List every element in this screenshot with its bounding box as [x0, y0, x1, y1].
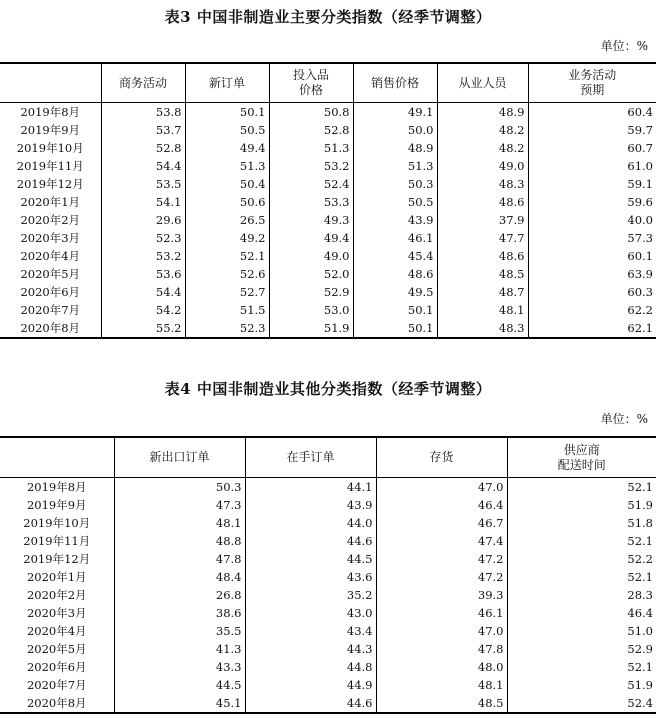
- table-cell: 48.3: [437, 319, 528, 338]
- table-cell: 52.4: [269, 175, 353, 193]
- table-cell: 50.8: [269, 103, 353, 122]
- table-cell: 44.9: [245, 676, 376, 694]
- table-cell: 46.1: [376, 604, 507, 622]
- table-cell: 43.9: [245, 496, 376, 514]
- table-cell: 48.4: [114, 568, 245, 586]
- table4-col-header: [376, 437, 507, 478]
- table3-body: [0, 103, 656, 339]
- table-cell: 43.6: [245, 568, 376, 586]
- table-cell: 48.6: [437, 193, 528, 211]
- table-cell: 35.2: [245, 586, 376, 604]
- table-row: [0, 157, 656, 175]
- table-cell: 60.4: [528, 103, 656, 122]
- table-cell: 46.4: [376, 496, 507, 514]
- table-cell: 52.1: [507, 478, 656, 497]
- table-cell: 52.9: [269, 283, 353, 301]
- table-cell: 47.0: [376, 622, 507, 640]
- row-month-label: 2020年8月: [0, 694, 114, 713]
- row-month-label: 2020年3月: [26, 606, 87, 620]
- table3-col-header-label: 销售价格: [370, 75, 419, 90]
- table-cell: 51.5: [185, 301, 269, 319]
- table-cell: 49.4: [269, 229, 353, 247]
- row-month-label: 2020年7月: [26, 678, 87, 692]
- table-cell: 52.1: [507, 658, 656, 676]
- table-cell: 48.6: [353, 265, 437, 283]
- table-cell: 55.2: [101, 319, 185, 338]
- table-cell: 44.5: [245, 550, 376, 568]
- table3-col-header: [185, 63, 269, 103]
- table-cell: 48.7: [437, 283, 528, 301]
- table-cell: 39.3: [376, 586, 507, 604]
- table-cell: 51.9: [269, 319, 353, 338]
- table3-col-header: [269, 63, 353, 103]
- table3-col-header: [0, 63, 101, 103]
- table3-header-row: [0, 63, 656, 103]
- table3-col-header: [528, 63, 656, 103]
- table-row: [0, 676, 656, 694]
- row-month-label: 2019年9月: [20, 123, 81, 137]
- table-cell: 50.3: [114, 478, 245, 497]
- row-month-label: 2020年5月: [26, 642, 87, 656]
- table-cell: 52.1: [507, 532, 656, 550]
- table-cell: 44.5: [114, 676, 245, 694]
- row-month-label: 2019年12月: [23, 552, 91, 566]
- table-cell: 49.1: [353, 103, 437, 122]
- table-cell: 48.1: [114, 514, 245, 532]
- table-cell: 54.2: [101, 301, 185, 319]
- row-month-label: 2020年1月: [20, 195, 81, 209]
- table3-col-header-label: 新订单: [208, 75, 245, 90]
- table4-col-header: [114, 437, 245, 478]
- row-month-label: 2019年12月: [16, 177, 84, 191]
- table-cell: 50.5: [185, 121, 269, 139]
- table-cell: 60.3: [528, 283, 656, 301]
- table-cell: 53.7: [101, 121, 185, 139]
- table-cell: 52.8: [269, 121, 353, 139]
- table-cell: 47.3: [114, 496, 245, 514]
- table3-col-header-label: 从业人员: [458, 75, 507, 90]
- table-cell: 59.7: [528, 121, 656, 139]
- table-row: [0, 265, 656, 283]
- table-cell: 47.0: [376, 478, 507, 497]
- table-cell: 57.3: [528, 229, 656, 247]
- row-month-label: 2019年11月: [16, 159, 84, 173]
- table-cell: 50.0: [353, 121, 437, 139]
- table3-col-header: [353, 63, 437, 103]
- table-cell: 48.1: [437, 301, 528, 319]
- table-cell: 47.7: [437, 229, 528, 247]
- table-row: [0, 247, 656, 265]
- row-month-label: 2019年9月: [26, 498, 87, 512]
- table-row: [0, 175, 656, 193]
- table3-col-header: [101, 63, 185, 103]
- table4-other-indices: [0, 436, 656, 714]
- table-cell: 48.6: [437, 247, 528, 265]
- row-month-label: 2020年2月: [20, 213, 81, 227]
- table-cell: 45.1: [114, 694, 245, 713]
- table-cell: 49.0: [269, 247, 353, 265]
- table-row: [0, 694, 656, 713]
- table-cell: 60.7: [528, 139, 656, 157]
- table-cell: 37.9: [437, 211, 528, 229]
- table-cell: 60.1: [528, 247, 656, 265]
- table-row: [0, 604, 656, 622]
- table3-unit-label: 单位：%: [600, 39, 648, 53]
- table-row: [0, 514, 656, 532]
- table-cell: 48.3: [437, 175, 528, 193]
- table-cell: 49.2: [185, 229, 269, 247]
- table-cell: 48.9: [437, 103, 528, 122]
- table-row: [0, 121, 656, 139]
- row-month-label: 2020年6月: [26, 660, 87, 674]
- table-cell: 52.1: [507, 568, 656, 586]
- table4-body: [0, 478, 656, 714]
- table4-col-header: [0, 437, 114, 478]
- table-cell: 43.9: [353, 211, 437, 229]
- table-cell: 52.3: [101, 229, 185, 247]
- table-cell: 44.3: [245, 640, 376, 658]
- row-month-label: 2020年6月: [20, 285, 81, 299]
- table-cell: 29.6: [101, 211, 185, 229]
- table-cell: 52.9: [507, 640, 656, 658]
- table-row: [0, 586, 656, 604]
- table-cell: 47.4: [376, 532, 507, 550]
- table-cell: 47.8: [376, 640, 507, 658]
- table-cell: 48.9: [353, 139, 437, 157]
- table-cell: 47.8: [114, 550, 245, 568]
- table3-title: 表3 中国非制造业主要分类指数（经季节调整）: [164, 8, 492, 26]
- table-row: [0, 478, 656, 497]
- table-cell: 59.1: [528, 175, 656, 193]
- table-cell: 43.4: [245, 622, 376, 640]
- table-cell: 48.1: [376, 676, 507, 694]
- table-cell: 52.4: [507, 694, 656, 713]
- table-cell: 50.1: [185, 103, 269, 122]
- table-cell: 52.7: [185, 283, 269, 301]
- table-cell: 51.3: [269, 139, 353, 157]
- table-cell: 50.6: [185, 193, 269, 211]
- table3-main-indices: [0, 62, 656, 339]
- table4-header: [0, 437, 656, 478]
- table-row: [0, 301, 656, 319]
- row-month-label: 2019年10月: [16, 141, 84, 155]
- table4-title: 表4 中国非制造业其他分类指数（经季节调整）: [164, 380, 492, 398]
- row-month-label: 2020年5月: [20, 267, 81, 281]
- table-cell: 46.4: [507, 604, 656, 622]
- table-cell: 49.4: [185, 139, 269, 157]
- row-month-label: 2019年10月: [23, 516, 91, 530]
- table-cell: 52.3: [185, 319, 269, 338]
- table-cell: 53.3: [269, 193, 353, 211]
- table-cell: 47.2: [376, 568, 507, 586]
- table-cell: 41.3: [114, 640, 245, 658]
- table-cell: 44.0: [245, 514, 376, 532]
- table-cell: 53.0: [269, 301, 353, 319]
- table4-unit-label: 单位：%: [600, 412, 648, 426]
- table-cell: 50.5: [353, 193, 437, 211]
- table-cell: 48.0: [376, 658, 507, 676]
- table-cell: 51.3: [353, 157, 437, 175]
- table-cell: 62.1: [528, 319, 656, 338]
- table-cell: 26.8: [114, 586, 245, 604]
- table-cell: 43.3: [114, 658, 245, 676]
- table-cell: 44.6: [245, 694, 376, 713]
- table-cell: 50.1: [353, 301, 437, 319]
- table-cell: 54.1: [101, 193, 185, 211]
- row-month-label: 2020年4月: [20, 249, 81, 263]
- table-cell: 52.0: [269, 265, 353, 283]
- table-row: [0, 640, 656, 658]
- table-row: [0, 568, 656, 586]
- table4-header-row: [0, 437, 656, 478]
- table-cell: 52.2: [507, 550, 656, 568]
- table-cell: 43.0: [245, 604, 376, 622]
- table-cell: 52.8: [101, 139, 185, 157]
- row-month-label: 2020年3月: [20, 231, 81, 245]
- table-row: [0, 283, 656, 301]
- table-cell: 46.1: [353, 229, 437, 247]
- table-cell: 48.8: [114, 532, 245, 550]
- table-cell: 50.1: [353, 319, 437, 338]
- table-cell: 52.1: [185, 247, 269, 265]
- table-row: [0, 229, 656, 247]
- row-month-label: 2020年4月: [26, 624, 87, 638]
- table-row: [0, 211, 656, 229]
- table-cell: 53.6: [101, 265, 185, 283]
- table4-col-header-label: 新出口订单: [149, 450, 210, 464]
- table-cell: 49.3: [269, 211, 353, 229]
- table3-col-header-label: 商务活动: [118, 75, 167, 90]
- table-cell: 38.6: [114, 604, 245, 622]
- table4-col-header-label: 存货: [429, 450, 454, 464]
- table-row: [0, 658, 656, 676]
- table-cell: 62.2: [528, 301, 656, 319]
- table-cell: 51.9: [507, 676, 656, 694]
- table3-col-header: [437, 63, 528, 103]
- table-cell: 59.6: [528, 193, 656, 211]
- table4-col-header-label: 在手订单: [286, 450, 335, 464]
- table-cell: 44.1: [245, 478, 376, 497]
- table-cell: 48.2: [437, 121, 528, 139]
- table4-col-header: [245, 437, 376, 478]
- table-cell: 51.3: [185, 157, 269, 175]
- table-cell: 35.5: [114, 622, 245, 640]
- table-cell: 51.8: [507, 514, 656, 532]
- table-row: [0, 622, 656, 640]
- table-cell: 44.8: [245, 658, 376, 676]
- table-cell: 49.0: [437, 157, 528, 175]
- table-cell: 49.5: [353, 283, 437, 301]
- row-month-label: 2020年8月: [0, 319, 101, 338]
- table-cell: 53.8: [101, 103, 185, 122]
- table3-col-header-label: 投入品 价格: [292, 68, 329, 97]
- table-cell: 63.9: [528, 265, 656, 283]
- table-cell: 40.0: [528, 211, 656, 229]
- table-cell: 26.5: [185, 211, 269, 229]
- table-cell: 48.2: [437, 139, 528, 157]
- table-cell: 50.3: [353, 175, 437, 193]
- table-row: [0, 319, 656, 338]
- row-month-label: 2020年7月: [20, 303, 81, 317]
- table-row: [0, 193, 656, 211]
- table-cell: 47.2: [376, 550, 507, 568]
- row-month-label: 2019年11月: [23, 534, 91, 548]
- table-cell: 50.4: [185, 175, 269, 193]
- table-cell: 61.0: [528, 157, 656, 175]
- row-month-label: 2019年8月: [26, 480, 87, 494]
- row-month-label: 2019年8月: [20, 105, 81, 119]
- table-cell: 48.5: [376, 694, 507, 713]
- table-cell: 51.0: [507, 622, 656, 640]
- table-cell: 51.9: [507, 496, 656, 514]
- table-cell: 54.4: [101, 283, 185, 301]
- table3-col-header-label: 业务活动 预期: [568, 68, 617, 97]
- table4-col-header-label: 供应商 配送时间: [557, 442, 606, 472]
- table-row: [0, 139, 656, 157]
- table-cell: 54.4: [101, 157, 185, 175]
- table-cell: 45.4: [353, 247, 437, 265]
- row-month-label: 2020年2月: [26, 588, 87, 602]
- table-row: [0, 496, 656, 514]
- table-cell: 44.6: [245, 532, 376, 550]
- row-month-label: 2020年1月: [26, 570, 87, 584]
- table3-header: [0, 63, 656, 103]
- table-cell: 53.2: [269, 157, 353, 175]
- table-row: [0, 103, 656, 122]
- table-row: [0, 550, 656, 568]
- table-cell: 28.3: [507, 586, 656, 604]
- table-cell: 53.5: [101, 175, 185, 193]
- table-row: [0, 532, 656, 550]
- table-cell: 53.2: [101, 247, 185, 265]
- table4-col-header: [507, 437, 656, 478]
- table-cell: 48.5: [437, 265, 528, 283]
- table-cell: 52.6: [185, 265, 269, 283]
- table-cell: 46.7: [376, 514, 507, 532]
